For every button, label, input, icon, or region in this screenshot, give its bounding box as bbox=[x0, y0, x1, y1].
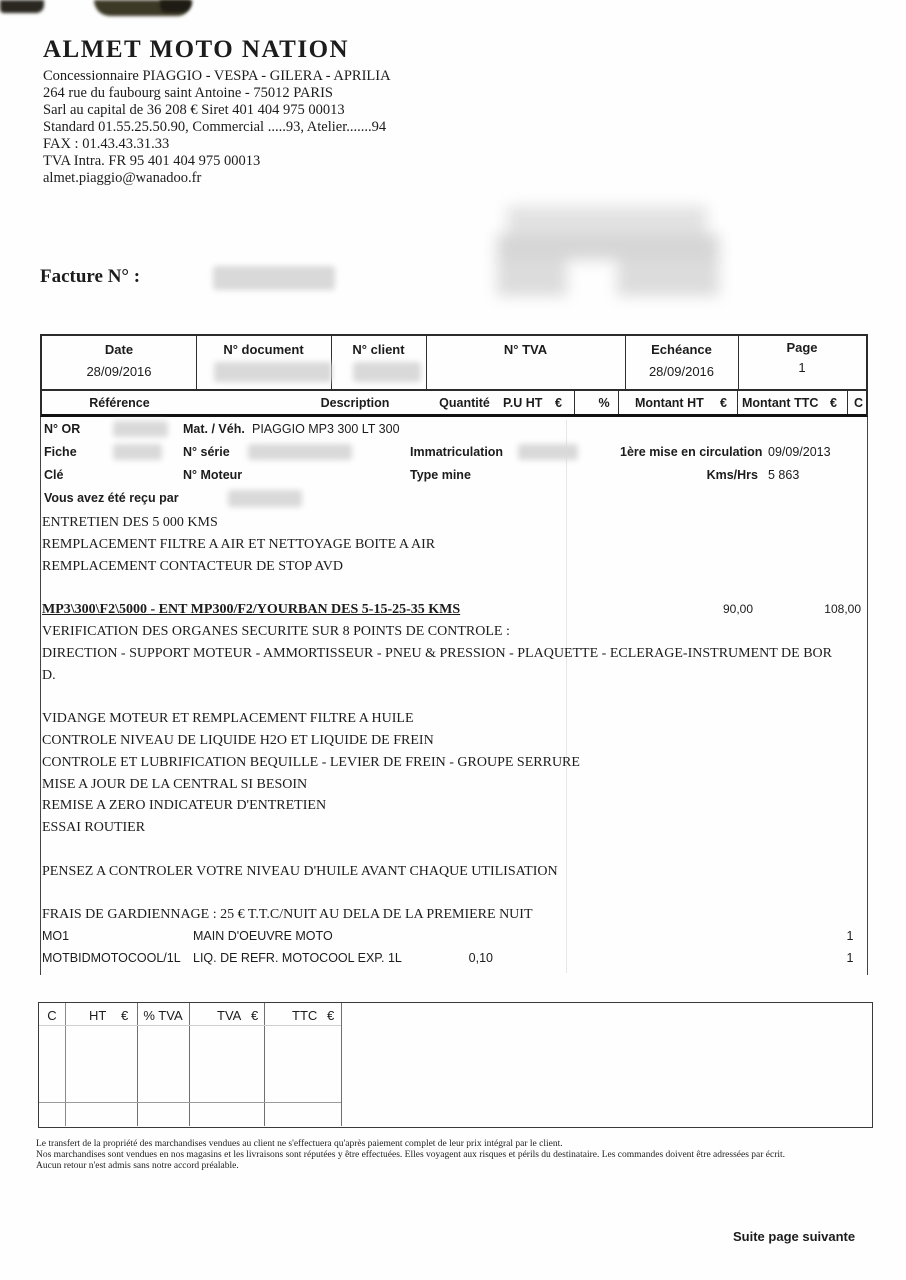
company-line: Sarl au capital de 36 208 € Siret 401 404 975 00013 bbox=[43, 102, 345, 118]
service-line: ENTRETIEN DES 5 000 KMS bbox=[42, 515, 218, 530]
summary-col-tva-euro: € bbox=[251, 1008, 259, 1023]
col-header-percent: % bbox=[598, 396, 610, 410]
col-header-tva: N° TVA bbox=[503, 342, 548, 357]
items-header-divider bbox=[574, 391, 575, 414]
service-lines bbox=[42, 512, 864, 970]
redacted-customer-address bbox=[497, 206, 719, 302]
part-c-flag: 1 bbox=[846, 929, 854, 944]
part-quantity: 0,10 bbox=[468, 950, 493, 965]
service-line: MISE A JOUR DE LA CENTRAL SI BESOIN bbox=[42, 776, 308, 792]
moteur-label: N° Moteur bbox=[183, 468, 243, 482]
info-table bbox=[40, 334, 868, 391]
part-c-flag: 1 bbox=[846, 950, 854, 965]
part-reference: MOTBIDMOTOCOOL/1L bbox=[42, 950, 181, 965]
service-line: FRAIS DE GARDIENNAGE : 25 € T.T.C/NUIT AU DELA DE LA PREMIERE NUIT bbox=[42, 907, 533, 923]
invoice-title: Facture N° : bbox=[40, 266, 141, 287]
col-header-page: Page bbox=[786, 340, 818, 355]
summary-col-tva-pct: % TVA bbox=[143, 1008, 183, 1023]
featured-item-montant-ht: 90,00 bbox=[722, 602, 753, 617]
page-number: 1 bbox=[798, 360, 806, 375]
company-name: ALMET MOTO NATION bbox=[43, 36, 350, 63]
service-line: VIDANGE MOTEUR ET REMPLACEMENT FILTRE A HUILE bbox=[42, 711, 414, 727]
blank-line bbox=[42, 883, 864, 905]
col-header-montant-ht-euro: € bbox=[720, 396, 727, 410]
service-line: REMPLACEMENT FILTRE A AIR ET NETTOYAGE BOITE A AIR bbox=[42, 536, 436, 552]
col-header-document: N° document bbox=[223, 342, 304, 357]
or-label: N° OR bbox=[44, 422, 81, 436]
legal-line: Le transfert de la propriété des marchandises vendues au client ne s'effectuera qu'après paiement complet de leur prix intégral par le client. bbox=[36, 1139, 563, 1149]
summary-inner-line bbox=[39, 1102, 341, 1103]
redacted-fiche-number bbox=[113, 444, 162, 460]
service-line: VERIFICATION DES ORGANES SECURITE SUR 8 POINTS DE CONTROLE : bbox=[42, 623, 510, 639]
company-address-block bbox=[43, 68, 391, 187]
summary-divider bbox=[341, 1003, 342, 1126]
col-header-c: C bbox=[853, 396, 864, 410]
fiche-label: Fiche bbox=[44, 445, 77, 459]
legal-line: Aucun retour n'est admis sans notre accord préalable. bbox=[36, 1161, 239, 1171]
legal-line: Nos marchandises sont vendues en nos magasins et les livraisons sont réputées y être effectuées. Elles voyagent aux risques et périls du destinataire. Les commandes doivent être adressées par écrit. bbox=[36, 1150, 786, 1160]
company-line: almet.piaggio@wanadoo.fr bbox=[43, 170, 202, 186]
service-line: CONTROLE NIVEAU DE LIQUIDE H2O ET LIQUIDE DE FREIN bbox=[42, 732, 434, 748]
col-header-montant-ht: Montant HT bbox=[635, 396, 704, 410]
kms-hrs-value: 5 863 bbox=[768, 468, 800, 482]
company-line: Standard 01.55.25.50.90, Commercial .....93, Atelier.......94 bbox=[43, 119, 387, 135]
summary-col-c: C bbox=[47, 1008, 57, 1023]
company-line: FAX : 01.43.43.31.33 bbox=[43, 136, 170, 152]
echeance-date: 28/09/2016 bbox=[648, 364, 715, 379]
mat-veh-label: Mat. / Véh. bbox=[183, 422, 245, 436]
col-header-montant-ttc: Montant TTC bbox=[742, 396, 819, 410]
part-description: MAIN D'OEUVRE MOTO bbox=[193, 929, 333, 944]
cle-label: Clé bbox=[44, 468, 64, 482]
items-header-divider bbox=[618, 391, 619, 414]
col-header-date: Date bbox=[104, 342, 134, 357]
serie-label: N° série bbox=[183, 445, 230, 459]
service-line: ESSAI ROUTIER bbox=[42, 820, 146, 836]
redacted-serie-number bbox=[248, 444, 352, 460]
summary-col-ttc: TTC bbox=[292, 1008, 318, 1023]
company-line: 264 rue du faubourg saint Antoine - 75012 PARIS bbox=[43, 85, 333, 101]
kms-hrs-label: Kms/Hrs bbox=[706, 468, 758, 482]
items-header-row bbox=[40, 391, 868, 417]
next-page-note: Suite page suivante bbox=[733, 1229, 856, 1244]
mat-veh-value: PIAGGIO MP3 300 LT 300 bbox=[252, 422, 400, 436]
redacted-or-number bbox=[113, 421, 168, 437]
blank-line bbox=[42, 686, 864, 708]
col-header-quantite: Quantité bbox=[439, 396, 490, 410]
scan-artifact-blob-left bbox=[0, 0, 44, 13]
col-header-pu-ht: P.U HT bbox=[503, 396, 543, 410]
service-line: DIRECTION - SUPPORT MOTEUR - AMMORTISSEUR - PNEU & PRESSION - PLAQUETTE - ECLERAGE-INSTRUMENT DE BOR bbox=[42, 645, 832, 661]
recu-par-label: Vous avez été reçu par bbox=[44, 491, 179, 505]
col-header-pu-ht-euro: € bbox=[555, 396, 562, 410]
company-line: TVA Intra. FR 95 401 404 975 00013 bbox=[43, 153, 261, 169]
summary-col-tva: TVA bbox=[217, 1008, 242, 1023]
redacted-client-number bbox=[353, 362, 421, 382]
col-header-description: Description bbox=[320, 396, 390, 410]
featured-item-montant-ttc: 108,00 bbox=[824, 602, 861, 617]
summary-header-underline bbox=[39, 1025, 341, 1026]
immatriculation-label: Immatriculation bbox=[410, 445, 504, 459]
company-line: Concessionnaire PIAGGIO - VESPA - GILERA - APRILIA bbox=[43, 68, 391, 84]
redacted-recu-par bbox=[228, 490, 302, 507]
mise-en-circulation-value: 09/09/2013 bbox=[768, 445, 831, 459]
col-header-echeance: Echéance bbox=[651, 342, 712, 357]
col-header-client: N° client bbox=[352, 342, 405, 357]
col-header-reference: Référence bbox=[89, 396, 150, 410]
summary-divider bbox=[264, 1003, 265, 1126]
service-line: REMISE A ZERO INDICATEUR D'ENTRETIEN bbox=[42, 798, 327, 814]
type-mine-label: Type mine bbox=[410, 468, 471, 482]
service-line: PENSEZ A CONTROLER VOTRE NIVEAU D'HUILE AVANT CHAQUE UTILISATION bbox=[42, 863, 558, 879]
featured-item-code: MP3\300\F2\5000 - ENT MP300/F2/YOURBAN DES 5-15-25-35 KMS bbox=[42, 602, 461, 618]
featured-item-row bbox=[42, 599, 864, 621]
invoice-date: 28/09/2016 bbox=[86, 364, 152, 379]
blank-line bbox=[42, 839, 864, 861]
scan-artifact-blob-center-dark bbox=[160, 0, 192, 12]
summary-col-ttc-euro: € bbox=[327, 1008, 335, 1023]
redacted-immatriculation bbox=[518, 444, 578, 460]
summary-col-ht-euro: € bbox=[121, 1008, 129, 1023]
redacted-document-number bbox=[214, 362, 332, 382]
summary-table bbox=[38, 1002, 873, 1128]
part-row bbox=[42, 926, 864, 948]
col-header-montant-ttc-euro: € bbox=[830, 396, 837, 410]
part-description: LIQ. DE REFR. MOTOCOOL EXP. 1L bbox=[193, 950, 402, 965]
part-reference: MO1 bbox=[42, 929, 70, 944]
summary-col-ht: HT bbox=[89, 1008, 107, 1023]
summary-divider bbox=[189, 1003, 190, 1126]
items-header-divider bbox=[737, 391, 738, 414]
service-line: CONTROLE ET LUBRIFICATION BEQUILLE - LEVIER DE FREIN - GROUPE SERRURE bbox=[42, 754, 580, 770]
legal-text bbox=[36, 1139, 785, 1172]
redacted-invoice-number bbox=[213, 266, 335, 290]
summary-divider bbox=[65, 1003, 66, 1126]
service-line: REMPLACEMENT CONTACTEUR DE STOP AVD bbox=[42, 558, 343, 574]
mise-en-circulation-label: 1ère mise en circulation bbox=[620, 445, 763, 459]
service-line: D. bbox=[42, 667, 56, 683]
part-row bbox=[42, 948, 864, 970]
blank-line bbox=[42, 577, 864, 599]
